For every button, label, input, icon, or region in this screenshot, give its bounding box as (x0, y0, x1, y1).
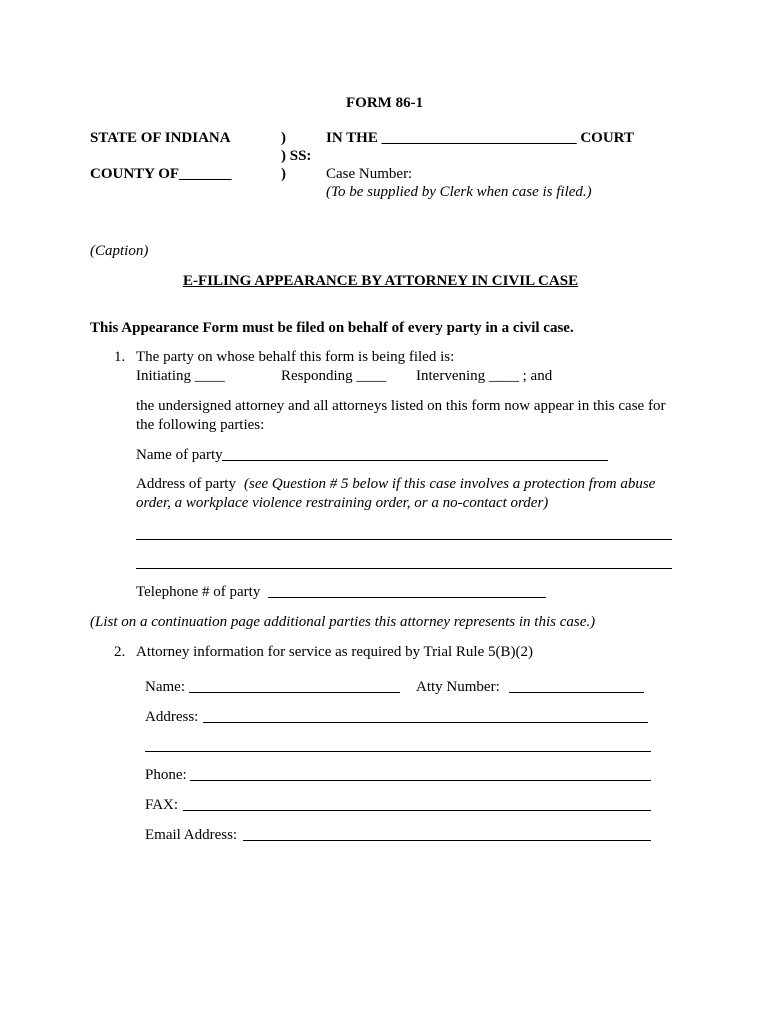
intervening-option[interactable]: Intervening ____ ; and (416, 368, 553, 384)
state-label: STATE OF INDIANA (90, 130, 231, 146)
attorney-address-field-2[interactable] (145, 751, 651, 752)
address-note-line2: order, a workplace violence restraining order, or a no-contact order) (136, 495, 549, 511)
attorney-name-field[interactable] (189, 692, 400, 693)
attorney-name-label: Name: (145, 679, 185, 695)
telephone-of-party-field[interactable] (268, 597, 546, 598)
q2-number: 2. (114, 644, 126, 660)
caption: (Caption) (90, 243, 149, 259)
address-of-party-field-1[interactable] (136, 539, 672, 540)
telephone-of-party-label: Telephone # of party (136, 584, 261, 600)
name-of-party-label: Name of party (136, 447, 223, 463)
attorney-address-label: Address: (145, 709, 199, 725)
attorney-fax-field[interactable] (183, 810, 651, 811)
paren-3: ) (281, 166, 286, 182)
attorney-email-label: Email Address: (145, 827, 238, 843)
atty-number-field[interactable] (509, 692, 644, 693)
attorney-fax-label: FAX: (145, 797, 179, 813)
attorney-address-field-1[interactable] (203, 722, 648, 723)
county-label: COUNTY OF_______ (90, 166, 232, 182)
q1-paragraph-line2: the following parties: (136, 417, 265, 433)
address-of-party-label: Address of party (136, 476, 236, 492)
intro-text: This Appearance Form must be filed on behalf of every party in a civil case. (90, 320, 574, 336)
q1-number: 1. (114, 349, 126, 365)
court-label: IN THE __________________________ COURT (326, 130, 634, 146)
attorney-phone-field[interactable] (190, 780, 651, 781)
q2-text: Attorney information for service as required by Trial Rule 5(B)(2) (136, 644, 533, 660)
attorney-phone-label: Phone: (145, 767, 187, 783)
address-of-party-field-2[interactable] (136, 568, 672, 569)
form-title: E-FILING APPEARANCE BY ATTORNEY IN CIVIL CASE (183, 273, 579, 289)
case-number-label: Case Number: (326, 166, 413, 182)
ss-label: ) SS: (281, 148, 312, 164)
q1-text: The party on whose behalf this form is being filed is: (136, 349, 455, 365)
form-number: FORM 86-1 (346, 95, 424, 111)
initiating-option[interactable]: Initiating ____ (136, 368, 225, 384)
case-number-note: (To be supplied by Clerk when case is filed.) (326, 184, 592, 200)
responding-option[interactable]: Responding ____ (281, 368, 387, 384)
attorney-email-field[interactable] (243, 840, 651, 841)
name-of-party-field[interactable] (222, 460, 608, 461)
atty-number-label: Atty Number: (416, 679, 500, 695)
paren-1: ) (281, 130, 286, 146)
q1-paragraph-line1: the undersigned attorney and all attorneys listed on this form now appear in this case for (136, 398, 666, 414)
address-note-line1: (see Question # 5 below if this case involves a protection from abuse (244, 476, 656, 492)
continuation-note: (List on a continuation page additional parties this attorney represents in this case.) (90, 614, 596, 630)
